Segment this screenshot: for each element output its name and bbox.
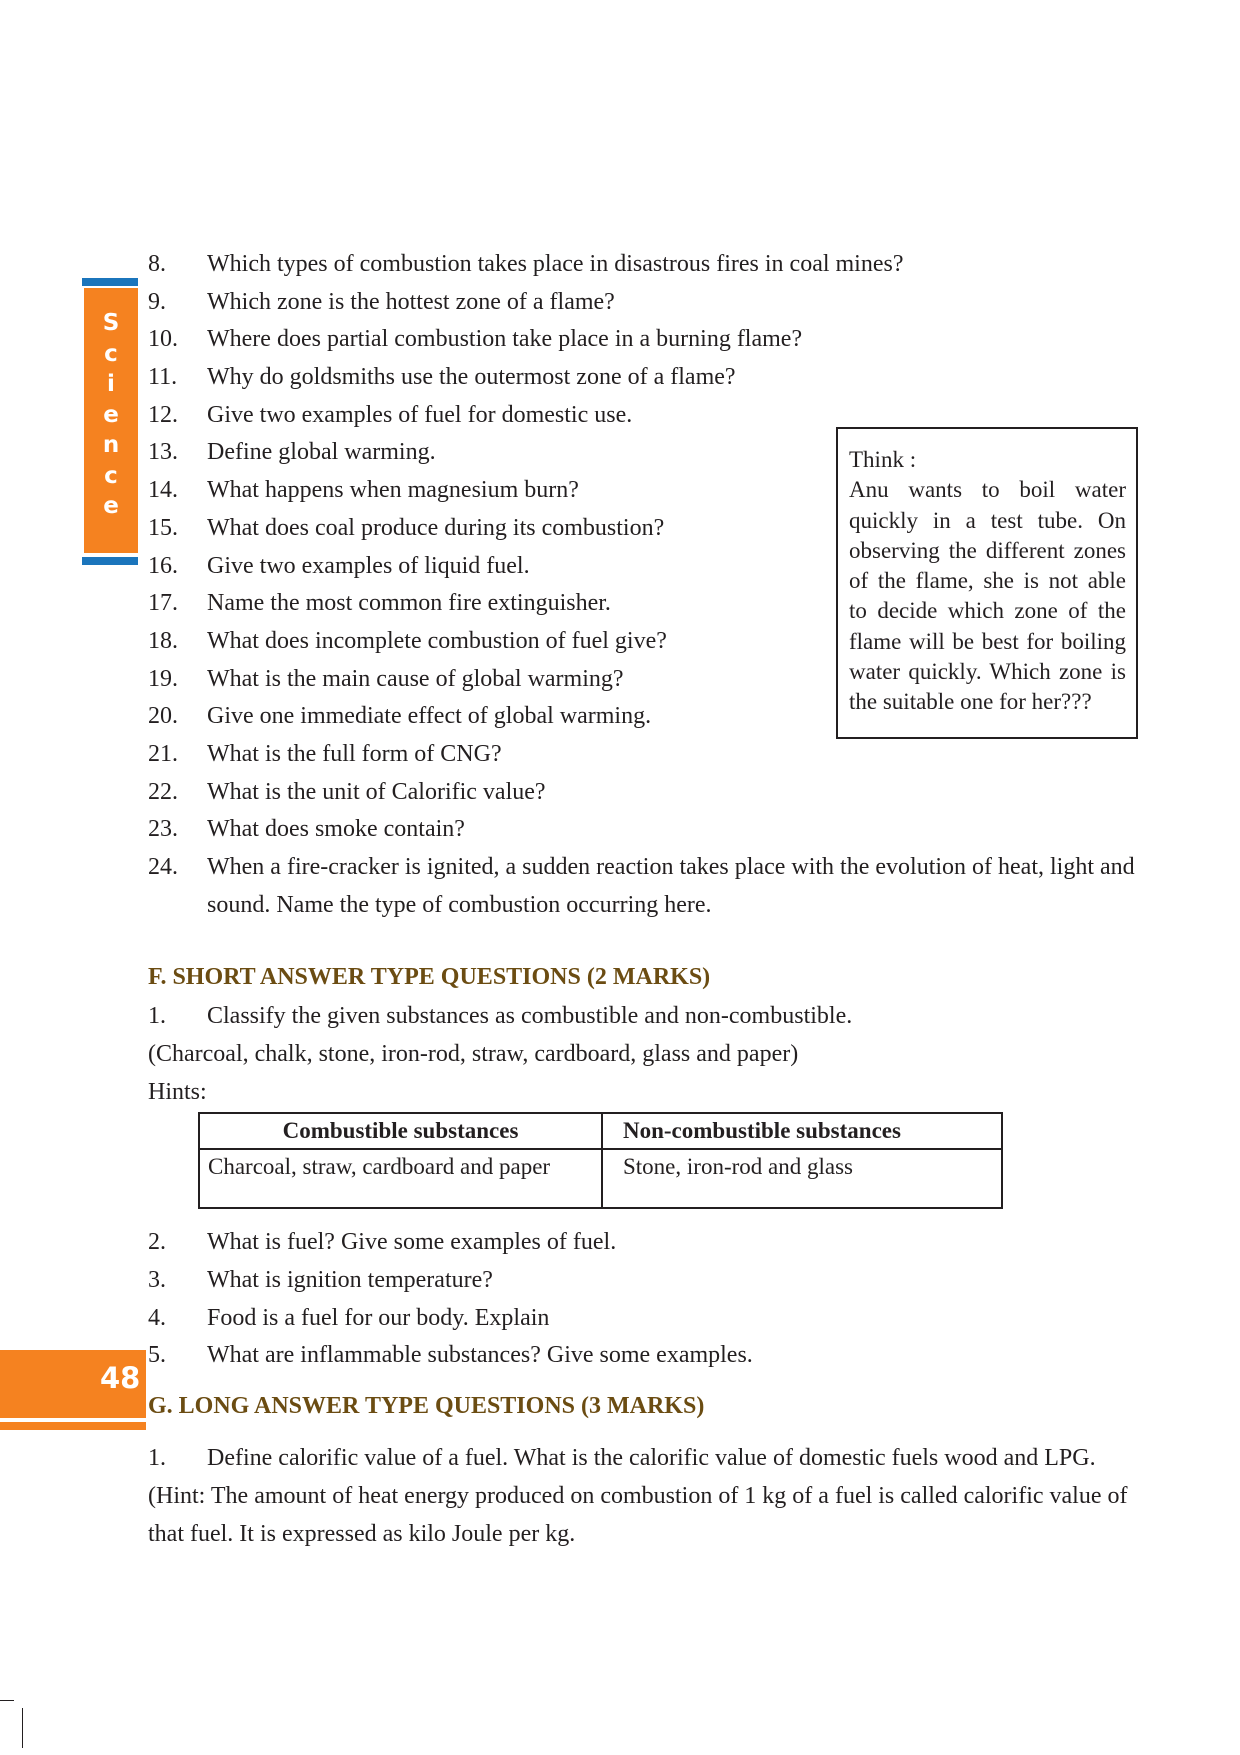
list-item bbox=[148, 1337, 1138, 1375]
question-text: Where does partial combustion take place in a burning flame? bbox=[207, 326, 803, 353]
question-text: What are inflammable substances? Give some examples. bbox=[207, 1342, 753, 1368]
question-text: Give one immediate effect of global warming. bbox=[207, 703, 652, 730]
question-number: 5. bbox=[148, 1342, 166, 1368]
subject-side-label bbox=[84, 308, 138, 522]
question-text: What does coal produce during its combustion? bbox=[207, 514, 665, 541]
question-number: 20. bbox=[148, 703, 178, 730]
question-text: What is the main cause of global warming? bbox=[207, 665, 624, 692]
side-letter: e bbox=[103, 493, 119, 519]
question-number: 9. bbox=[148, 288, 166, 315]
list-item bbox=[148, 1262, 1138, 1300]
question-text: What is the full form of CNG? bbox=[207, 740, 502, 767]
section-f-heading: F. SHORT ANSWER TYPE QUESTIONS (2 MARKS) bbox=[148, 964, 711, 990]
question-number: 4. bbox=[148, 1305, 166, 1331]
crop-mark bbox=[22, 1708, 23, 1748]
question-text: Which zone is the hottest zone of a flame? bbox=[207, 288, 615, 315]
question-text: What is fuel? Give some examples of fuel. bbox=[207, 1229, 617, 1255]
table-row bbox=[199, 1149, 1002, 1208]
think-box-body: Anu wants to boil water quickly in a test tube. On observing the different zones of the flame, she is not able to decide which zone of the flame will be best for boiling water quickly. Which zone is the suitable one for her??? bbox=[849, 477, 1126, 715]
question-text: What does incomplete combustion of fuel give? bbox=[207, 627, 667, 654]
question-number: 16. bbox=[148, 552, 178, 579]
list-item bbox=[148, 736, 1138, 774]
question-text: What is the unit of Calorific value? bbox=[207, 778, 546, 805]
page-number-tab-underline bbox=[0, 1422, 146, 1430]
page-number: 48 bbox=[100, 1361, 141, 1395]
list-item bbox=[148, 1440, 1138, 1478]
list-item bbox=[148, 1224, 1138, 1262]
table-cell: Charcoal, straw, cardboard and paper bbox=[199, 1149, 602, 1208]
question-number: 24. bbox=[148, 854, 178, 880]
question-text: Why do goldsmiths use the outermost zone of a flame? bbox=[207, 364, 736, 391]
side-letter: c bbox=[104, 462, 118, 489]
question-number: 1. bbox=[148, 1003, 166, 1029]
question-number: 2. bbox=[148, 1229, 166, 1255]
hint-line: (Hint: The amount of heat energy produced on combustion of 1 kg of a fuel is called calorific value of bbox=[148, 1483, 1128, 1509]
question-number: 23. bbox=[148, 816, 178, 843]
question-text: Define calorific value of a fuel. What is the calorific value of domestic fuels wood and LPG. bbox=[207, 1445, 1096, 1471]
question-text: Food is a fuel for our body. Explain bbox=[207, 1305, 550, 1331]
list-item bbox=[148, 284, 1138, 322]
section-g-heading: G. LONG ANSWER TYPE QUESTIONS (3 MARKS) bbox=[148, 1393, 705, 1419]
question-text: What happens when magnesium burn? bbox=[207, 477, 579, 504]
question-text: What is ignition temperature? bbox=[207, 1267, 493, 1293]
list-item bbox=[148, 321, 1138, 359]
question-number: 14. bbox=[148, 477, 178, 504]
question-number: 17. bbox=[148, 590, 178, 617]
side-letter: n bbox=[102, 432, 120, 458]
table-cell: Stone, iron-rod and glass bbox=[602, 1149, 1002, 1208]
hint-line: that fuel. It is expressed as kilo Joule per kg. bbox=[148, 1521, 576, 1547]
list-item bbox=[148, 359, 1138, 397]
side-tab-top-bar bbox=[82, 278, 138, 286]
think-box bbox=[836, 427, 1138, 739]
think-box-title: Think : bbox=[849, 447, 917, 472]
question-number: 8. bbox=[148, 251, 166, 277]
question-number: 21. bbox=[148, 740, 178, 767]
list-item bbox=[148, 849, 1138, 924]
question-number: 12. bbox=[148, 401, 178, 428]
question-number: 3. bbox=[148, 1267, 166, 1293]
question-text: When a fire-cracker is ignited, a sudden reaction takes place with the evolution of heat, light and sound. Name the type of combustion occurring here. bbox=[207, 854, 1135, 918]
side-tab-bottom-bar bbox=[82, 557, 138, 565]
question-text: Give two examples of fuel for domestic use. bbox=[207, 401, 633, 428]
question-text: Define global warming. bbox=[207, 439, 436, 466]
side-letter: i bbox=[107, 371, 115, 397]
question-number: 18. bbox=[148, 627, 178, 654]
column-header: Non-combustible substances bbox=[602, 1113, 1002, 1149]
list-item bbox=[148, 998, 1138, 1036]
column-header: Combustible substances bbox=[199, 1113, 602, 1149]
crop-mark bbox=[0, 1700, 14, 1701]
question-number: 22. bbox=[148, 778, 178, 805]
question-number: 19. bbox=[148, 665, 178, 692]
side-letter: e bbox=[103, 401, 119, 428]
question-number: 13. bbox=[148, 439, 178, 466]
question-number: 11. bbox=[148, 364, 178, 391]
hints-label: Hints: bbox=[148, 1079, 207, 1105]
list-item bbox=[148, 811, 1138, 849]
question-number: 10. bbox=[148, 326, 178, 353]
side-letter: c bbox=[104, 340, 118, 367]
question-number: 15. bbox=[148, 514, 178, 541]
list-item bbox=[148, 774, 1138, 812]
question-number: 1. bbox=[148, 1445, 166, 1471]
question-text: What does smoke contain? bbox=[207, 816, 465, 843]
list-item bbox=[148, 1300, 1138, 1338]
table-header-row bbox=[199, 1113, 1002, 1149]
question-text: Classify the given substances as combustible and non-combustible. bbox=[207, 1003, 853, 1029]
side-letter: S bbox=[102, 310, 120, 336]
question-text: Which types of combustion takes place in disastrous fires in coal mines? bbox=[207, 251, 904, 277]
substance-list: (Charcoal, chalk, stone, iron-rod, straw, cardboard, glass and paper) bbox=[148, 1041, 799, 1067]
classification-table bbox=[198, 1112, 1003, 1209]
list-item bbox=[148, 246, 1138, 284]
question-text: Give two examples of liquid fuel. bbox=[207, 552, 530, 579]
question-text: Name the most common fire extinguisher. bbox=[207, 590, 611, 617]
